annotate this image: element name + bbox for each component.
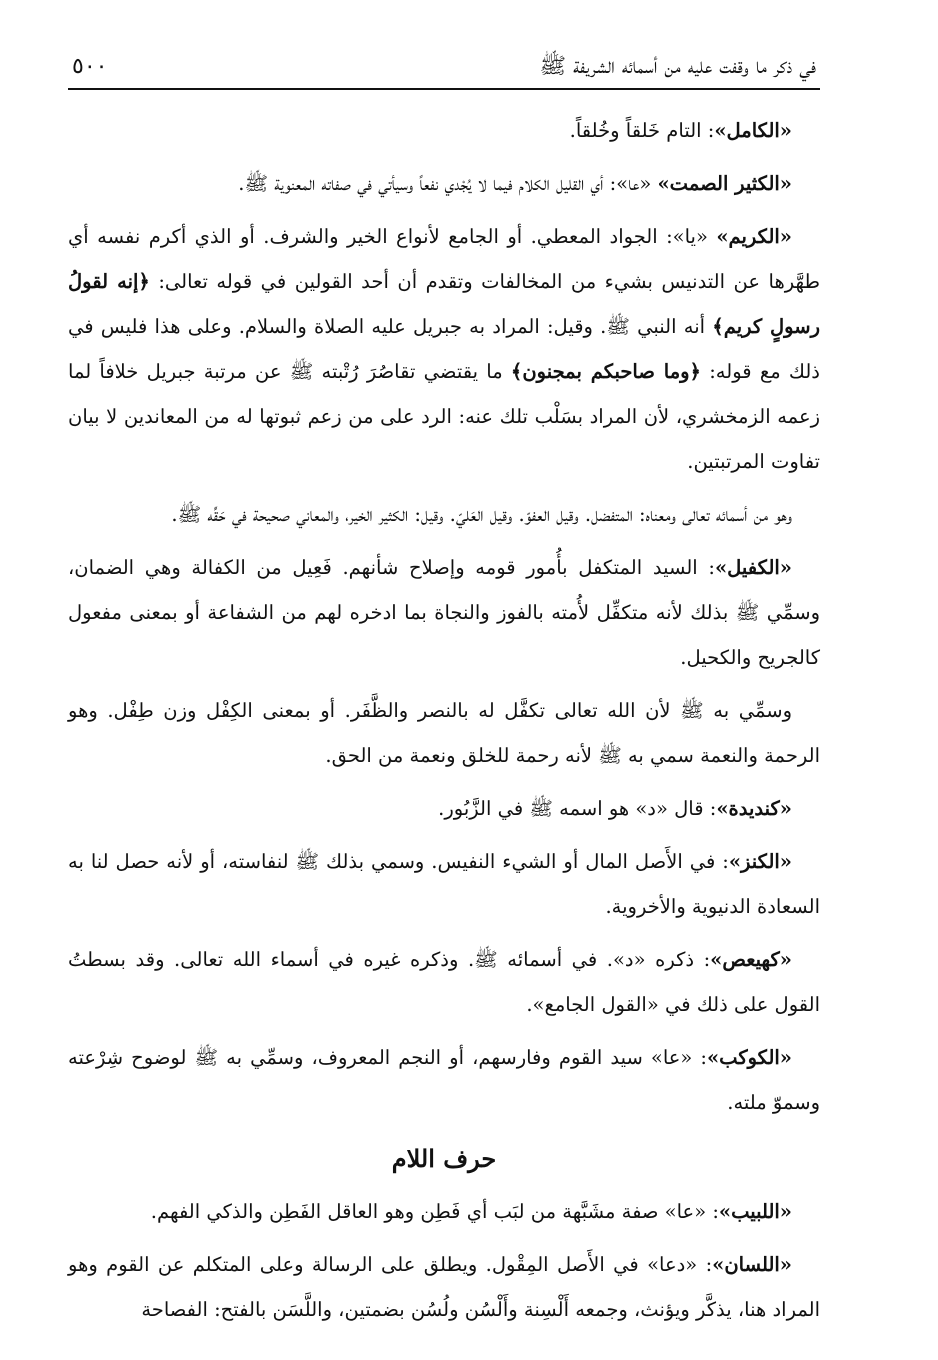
entry-term: «الكامل» [714,119,792,142]
entry-term: «كهيعص» [710,948,792,971]
entry-text: ما يقتضي تقاصُرَ رُتْبته ﷺ عن مرتبة جبريل خلافاً لما زعمه الزمخشري، لأن المراد بسَلْب تلك عنه: الرد على من زعم ثبوتها له من المعاندين لا بيان تفاوت المرتبتين. [68,360,820,473]
entry-kaf-ha-ya-ain-sad [68,937,820,1027]
quran-quote: ﴿وما صاحبكم بمجنون﴾ [510,360,701,383]
entry-kafil-continued: وسمِّي به ﷺ لأن الله تعالى تكفَّل له بالنصر والظَّفَر. أو بمعنى الكِفْل وزن طِفْل. وهو الرحمة والنعمة سمي به ﷺ لأنه رحمة للخلق ونعمة من الحق. [68,699,820,767]
page-number: ٥٠٠ [72,54,108,79]
entry-term: «الكوكب» [706,1046,792,1069]
entry-text: : «عا» صفة مشَبَّهة من لبَب أي فَطِن وهو العاقل الفَطِن والذكي الفهم. [150,1200,719,1223]
entry-term: «اللبيب» [718,1200,792,1223]
section-heading: حرف اللام [391,1144,497,1173]
entry-term: «الكريم» [716,225,792,248]
page-body [68,108,820,1332]
entry-term: «اللسان» [712,1253,792,1276]
quran-quote: ﴿إنه لقولُ رسولٍ كريم﴾ [68,270,820,338]
entry-text: : التام خَلقاً وخُلقاً. [569,119,715,142]
entry-kafil [68,545,820,680]
entry-kanz [68,839,820,929]
entry-kandida [68,786,820,831]
entry-karim [68,214,820,484]
entry-kathir-as-samt [68,161,820,206]
running-title: في ذكر ما وقفت عليه من أسمائه الشريفة ﷺ [539,54,816,79]
entry-term: «الكنز» [728,850,792,873]
entry-kawkab [68,1035,820,1125]
entry-text: : «دعا» في الأَصل المِقْول. ويطلق على الرسالة وعلى المتكلم عن القوم وهو المراد هنا، يذكَّر ويؤنث، وجمعه أَلْسِنة وأَلْسُن ولُسُن بضمتين، واللَّسَن بالفتح: الفصاحة [68,1253,820,1321]
entry-term: «الكثير الصمت» [657,172,792,195]
entry-text: : في الأَصل المال أو الشيء النفيس. وسمي بذلك ﷺ لنفاسته، أو لأنه حصل لنا به السعادة الدنيوية والأخروية. [68,850,820,918]
entry-text: «عا»: أي القليل الكلام فيما لا يُجْدي نفعاً وسيأتي في صفاته المعنوية ﷺ. [238,172,658,195]
entry-term: «الكفيل» [714,556,792,579]
entry-kamil [68,108,820,153]
entry-term: «كنديدة» [716,797,792,820]
entry-text: : السيد المتكفل بأُمور قومه وإصلاح شأنهم. فَعِيل من الكفالة وهي الضمان، وسمِّي ﷺ بذلك لأنه متكفِّل لأُمته بالفوز والنجاة بما ادخره لهم من الشفاعة أو بمعنى مفعول كالجريح والكحيل. [68,556,820,669]
entry-text: أنه النبي ﷺ. وقيل: المراد به جبريل عليه الصلاة والسلام. وعلى هذا فليس في ذلك مع قوله: [68,315,820,383]
entry-text: : «عا» سيد القوم وفارسهم، أو النجم المعروف، وسمِّي به ﷺ لوضوح شِرْعته وسموّ ملته. [68,1046,820,1114]
entry-karim-continued: وهو من أسمائه تعالى ومعناه: المتفضل. وقيل العفوّ. وقيل العَليّ. وقيل: الكثير الخير، والمعاني صحيحة في حَقِّه ﷺ. [171,503,792,526]
entry-labib [68,1189,820,1234]
entry-text: : قال «د» هو اسمه ﷺ في الزَّبُور. [438,797,717,820]
entry-text: «يا»: الجواد المعطي. أو الجامع لأنواع الخير والشرف. أو الذي أكرم نفسه أي طهَّرها عن التدنيس بشيء من المخالفات وتقدم أن أحد القولين في قوله تعالى: [68,225,820,293]
entry-lisan [68,1242,820,1332]
entry-text: : ذكره «د». في أسمائه ﷺ. وذكره غيره في أسماء الله تعالى. وقد بسطتُ القول على ذلك في «القول الجامع». [68,948,820,1016]
running-head [68,52,820,90]
